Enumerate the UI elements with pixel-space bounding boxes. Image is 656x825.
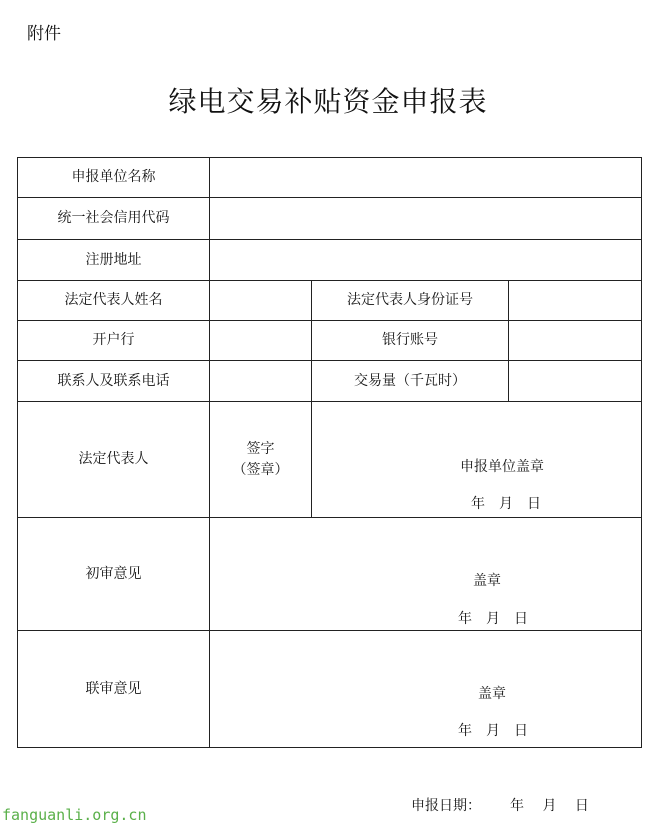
unit-seal-label: 申报单位盖章 xyxy=(460,459,544,475)
volume-label: 交易量（千瓦时） xyxy=(354,372,466,389)
application-form-table xyxy=(17,157,642,748)
legal-rep-id-field[interactable] xyxy=(509,281,641,320)
signature-cell[interactable] xyxy=(210,402,311,517)
bank-account-field[interactable] xyxy=(509,321,641,360)
legal-rep-id-label: 法定代表人身份证号 xyxy=(347,292,473,308)
bank-field[interactable] xyxy=(210,321,311,360)
address-field[interactable] xyxy=(210,240,641,280)
signature-label: 签字 xyxy=(246,440,275,457)
unit-name-label: 申报单位名称 xyxy=(71,169,156,185)
report-date-label: 申报日期： xyxy=(411,798,481,814)
joint-review-date: 年 月 日 xyxy=(458,723,528,739)
joint-review-seal-label: 盖章 xyxy=(478,686,506,702)
document-title: 绿电交易补贴资金申报表 xyxy=(168,85,488,118)
attachment-label: 附件 xyxy=(27,24,61,44)
credit-code-field[interactable] xyxy=(210,198,641,239)
legal-rep-label: 法定代表人 xyxy=(78,451,149,467)
legal-rep-name-field[interactable] xyxy=(210,281,311,320)
unit-name-field[interactable] xyxy=(210,158,641,197)
signature-seal-label: （签章） xyxy=(232,461,289,478)
contact-label: 联系人及联系电话 xyxy=(57,372,170,389)
address-label: 注册地址 xyxy=(85,251,142,268)
unit-seal-date: 年 月 日 xyxy=(471,496,541,512)
bank-account-label: 银行账号 xyxy=(382,332,438,348)
bank-label: 开户行 xyxy=(92,332,135,348)
report-date-value: 年 月 日 xyxy=(510,798,589,814)
site-watermark: fanguanli.org.cn xyxy=(2,806,147,824)
initial-review-label: 初审意见 xyxy=(85,565,142,582)
credit-code-label: 统一社会信用代码 xyxy=(57,210,170,226)
legal-rep-name-label: 法定代表人姓名 xyxy=(64,292,163,308)
contact-field[interactable] xyxy=(210,361,311,401)
initial-review-seal-label: 盖章 xyxy=(473,573,501,589)
initial-review-date: 年 月 日 xyxy=(458,611,528,627)
joint-review-label: 联审意见 xyxy=(85,680,142,697)
volume-field[interactable] xyxy=(509,361,641,401)
